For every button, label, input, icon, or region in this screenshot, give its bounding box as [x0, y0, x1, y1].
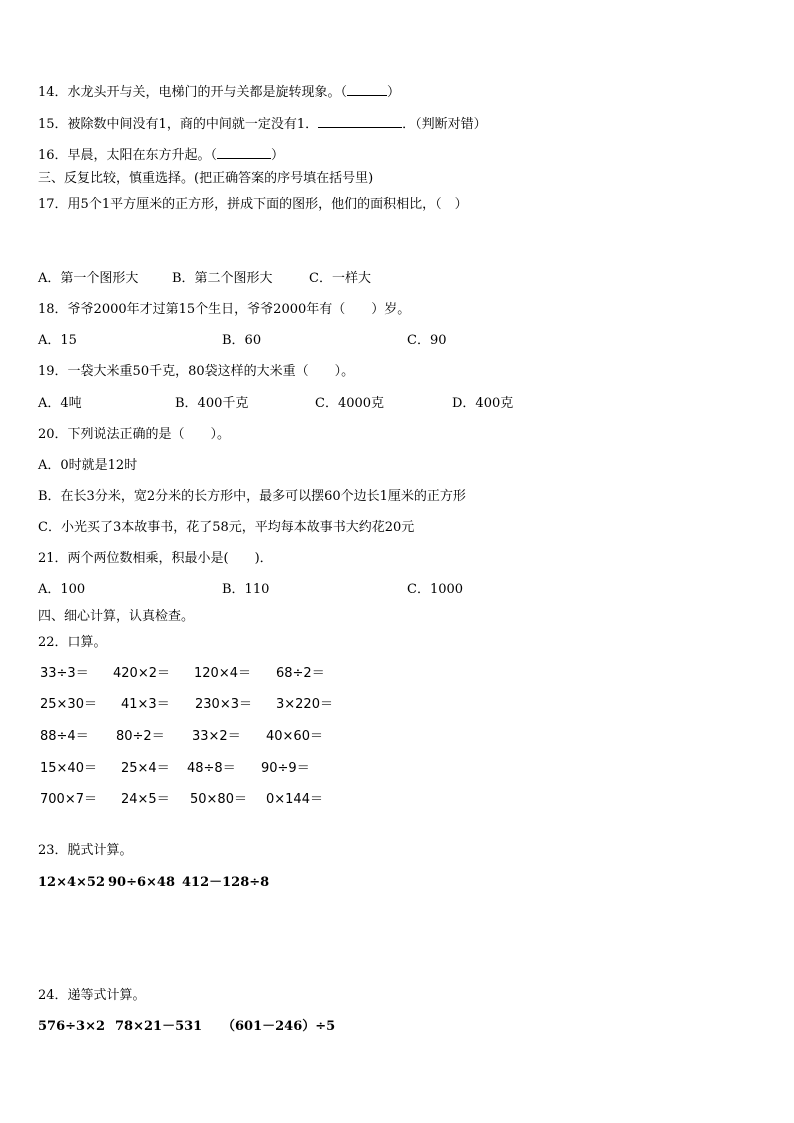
answer-blank[interactable]	[318, 115, 402, 128]
mental-calc-item: 33÷3＝	[40, 666, 89, 681]
option-d[interactable]: D．400克	[452, 396, 514, 411]
option-a[interactable]: A．第一个图形大	[38, 271, 139, 286]
step-calc-item: 78×21－531	[115, 1019, 203, 1034]
step-calc-item: 12×4×52	[38, 875, 106, 890]
option-b[interactable]: B．110	[222, 582, 270, 597]
question-23: 23．脱式计算。	[38, 843, 133, 858]
mental-calc-item: 3×220＝	[276, 697, 333, 712]
mental-calc-item: 15×40＝	[40, 761, 97, 776]
mental-calc-item: 420×2＝	[113, 666, 170, 681]
mental-calc-item: 700×7＝	[40, 792, 97, 807]
mental-calc-item: 68÷2＝	[276, 666, 325, 681]
mental-calc-item: 24×5＝	[121, 792, 170, 807]
question-21: 21．两个两位数相乘，积最小是( )．	[38, 551, 273, 566]
step-calc-item: （601－246）÷5	[222, 1019, 336, 1034]
mental-calc-item: 120×4＝	[194, 666, 251, 681]
mental-calc-item: 41×3＝	[121, 697, 170, 712]
mental-calc-item: 50×80＝	[190, 792, 247, 807]
question-20: 20．下列说法正确的是（ ）。	[38, 427, 231, 442]
option-b[interactable]: B．400千克	[175, 396, 249, 411]
question-17: 17．用5个1平方厘米的正方形，拼成下面的图形，他们的面积相比，（ ）	[38, 197, 468, 212]
mental-calc-item: 25×30＝	[40, 697, 97, 712]
mental-calc-item: 80÷2＝	[116, 729, 165, 744]
option-c[interactable]: C．小光买了3本故事书，花了58元，平均每本故事书大约花20元	[38, 520, 415, 535]
question-22: 22．口算。	[38, 635, 107, 650]
section-heading-4: 四、细心计算，认真检查。	[38, 609, 195, 624]
option-b[interactable]: B．第二个图形大	[172, 271, 273, 286]
mental-calc-item: 90÷9＝	[261, 761, 310, 776]
mental-calc-item: 33×2＝	[192, 729, 241, 744]
option-a[interactable]: A．15	[38, 333, 77, 348]
option-b[interactable]: B．60	[222, 333, 262, 348]
question-14-text: 14．水龙头开与关，电梯门的开与关都是旋转现象。（	[38, 85, 348, 100]
question-16: 16．早晨，太阳在东方升起。（ ）	[38, 148, 285, 163]
option-c[interactable]: C．4000克	[315, 396, 385, 411]
mental-calc-item: 48÷8＝	[187, 761, 236, 776]
mental-calc-item: 88÷4＝	[40, 729, 89, 744]
question-16-text: 16．早晨，太阳在东方升起。（	[38, 148, 218, 163]
step-calc-item: 576÷3×2	[38, 1019, 106, 1034]
mental-calc-item: 40×60＝	[266, 729, 323, 744]
option-c[interactable]: C．90	[407, 333, 447, 348]
option-b[interactable]: B．在长3分米，宽2分米的长方形中，最多可以摆60个边长1厘米的正方形	[38, 489, 466, 504]
option-c[interactable]: C．一样大	[309, 271, 371, 286]
mental-calc-item: 0×144＝	[266, 792, 323, 807]
question-24: 24．递等式计算。	[38, 988, 146, 1003]
question-19: 19．一袋大米重50千克，80袋这样的大米重（ ）。	[38, 364, 355, 379]
question-15-text: 15．被除数中间没有1，商的中间就一定没有1．	[38, 117, 319, 132]
question-18: 18．爷爷2000年才过第15个生日，爷爷2000年有（ ）岁。	[38, 302, 411, 317]
option-a[interactable]: A．100	[38, 582, 86, 597]
option-a[interactable]: A．0时就是12时	[38, 458, 138, 473]
step-calc-item: 90÷6×48	[108, 875, 176, 890]
mental-calc-item: 25×4＝	[121, 761, 170, 776]
section-heading-3: 三、反复比较，慎重选择。(把正确答案的序号填在括号里)	[38, 171, 374, 186]
step-calc-item: 412－128÷8	[182, 875, 270, 890]
option-a[interactable]: A．4吨	[38, 396, 82, 411]
mental-calc-item: 230×3＝	[195, 697, 252, 712]
question-14: 14．水龙头开与关，电梯门的开与关都是旋转现象。（ ）	[38, 85, 401, 100]
answer-blank[interactable]	[347, 83, 387, 96]
answer-blank[interactable]	[217, 146, 271, 159]
option-c[interactable]: C．1000	[407, 582, 464, 597]
question-15: 15．被除数中间没有1，商的中间就一定没有1． ．（判断对错）	[38, 117, 487, 132]
